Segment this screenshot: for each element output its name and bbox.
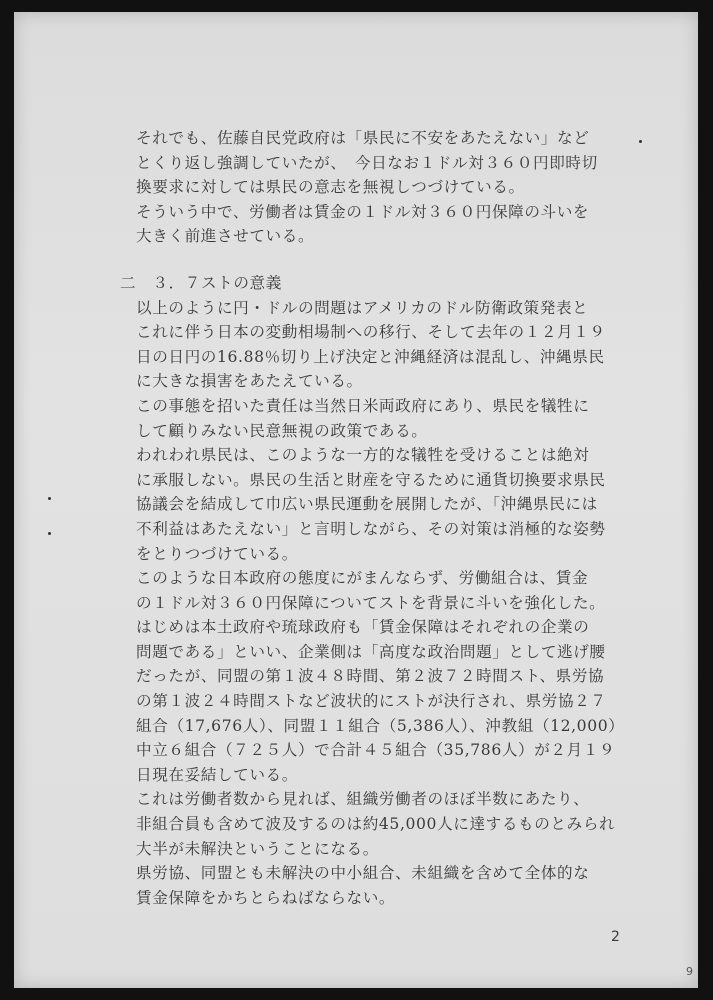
text-line: をとりつづけている。 bbox=[136, 544, 298, 563]
text-line: 協議会を結成して巾広い県民運動を展開したが、「沖縄県民には bbox=[136, 495, 598, 514]
text-line: だったが、同盟の第１波４８時間、第２波７２時間スト、県労協 bbox=[136, 667, 605, 686]
text-line: われわれ県民は、このような一方的な犠牲を受けることは絶対 bbox=[136, 446, 590, 465]
text-line: 日現在妥結している。 bbox=[136, 765, 298, 784]
text-line: このような日本政府の態度にがまんならず、労働組合は、賃金 bbox=[136, 569, 589, 588]
section-gap bbox=[136, 249, 656, 271]
text-line: の第１波２４時間ストなど波状的にストが決行され、県労協２７ bbox=[136, 692, 607, 711]
text-line: 大きく前進させている。 bbox=[136, 227, 315, 246]
corner-mark: 9 bbox=[686, 965, 693, 978]
text-line: それでも、佐藤自民党政府は「県民に不安をあたえない」など bbox=[136, 129, 590, 147]
text-line: これに伴う日本の変動相場制への移行、そして去年の１２月１９ bbox=[136, 323, 606, 342]
text-line: 県労協、同盟とも未解決の中小組合、未組織を含めて全体的な bbox=[136, 864, 590, 883]
text-line: の１ドル対３６０円保障についてストを背景に斗いを強化した。 bbox=[136, 593, 606, 612]
text-line: 賃金保障をかちとらねばならない。 bbox=[136, 888, 396, 907]
text-line: とくり返し強調していたが、 今日なお１ドル対３６０円即時切 bbox=[136, 153, 598, 172]
ink-speck bbox=[639, 140, 642, 143]
binding-hole-mark bbox=[48, 532, 51, 535]
text-line: はじめは本土政府や琉球政府も「賃金保障はそれぞれの企業の bbox=[136, 618, 590, 637]
text-line: これは労働者数から見れば、組織労働者のほぼ半数にあたり、 bbox=[136, 790, 590, 809]
document-page bbox=[14, 12, 698, 988]
text-line: そういう中で、労働者は賃金の１ドル対３６０円保障の斗いを bbox=[136, 202, 590, 221]
document-text bbox=[120, 126, 656, 910]
text-line: に承服しない。県民の生活と財産を守るために通貨切換要求県民 bbox=[136, 470, 606, 489]
text-line: 不利益はあたえない」と言明しながら、その対策は消極的な姿勢 bbox=[136, 519, 606, 538]
text-line: して顧りみない民意無視の政策である。 bbox=[136, 421, 428, 440]
page-number: 2 bbox=[611, 929, 620, 945]
text-line: 組合（17,676人）、同盟１１組合（5,386人）、沖教組（12,000） bbox=[136, 716, 625, 735]
binding-hole-mark bbox=[48, 497, 51, 500]
text-line: 問題である」といい、企業側は「高度な政治問題」として逃げ腰 bbox=[136, 642, 606, 661]
text-line: この事態を招いた責任は当然日米両政府にあり、県民を犠牲に bbox=[136, 396, 590, 415]
section-heading: 二 ３．７ストの意義 bbox=[120, 273, 282, 292]
text-line: に大きな損害をあたえている。 bbox=[136, 372, 363, 391]
text-line: 大半が未解決ということになる。 bbox=[136, 839, 379, 858]
text-line: 換要求に対しては県民の意志を無視しつづけている。 bbox=[136, 178, 525, 197]
text-line: 以上のように円・ドルの問題はアメリカのドル防衛政策発表と bbox=[136, 298, 589, 317]
text-line: 中立６組合（７２５人）で合計４５組合（35,786人）が２月１９ bbox=[136, 741, 616, 760]
text-line: 日の日円の16.88％切り上げ決定と沖縄経済は混乱し、沖縄県民 bbox=[136, 347, 605, 366]
text-line: 非組合員も含めて波及するのは約45,000人に達するものとみられ bbox=[136, 815, 616, 834]
